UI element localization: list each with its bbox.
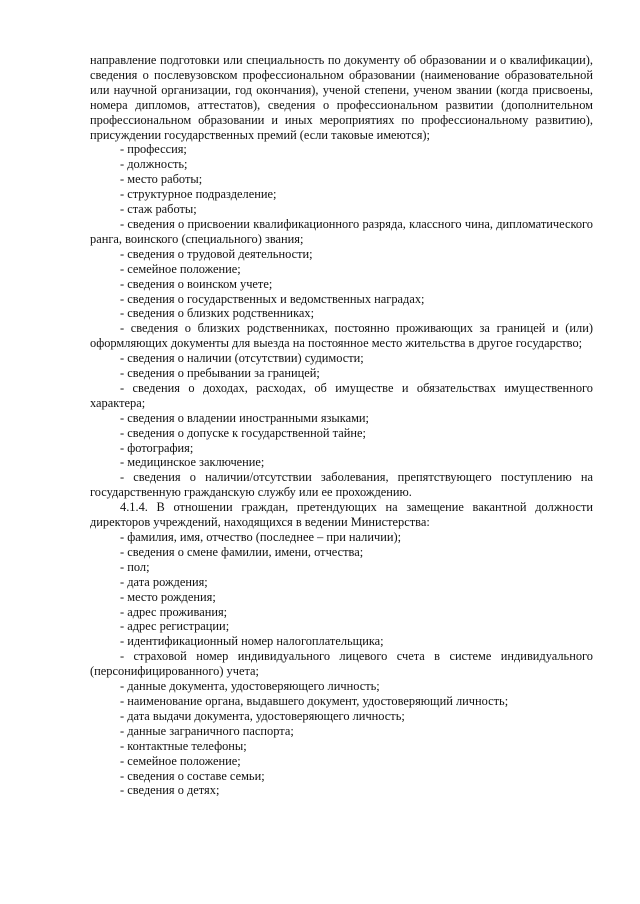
list-item: - идентификационный номер налогоплательщика; [120,634,384,649]
list-item: - сведения о доходах, расходах, об имуществе и обязательствах имущественного характера; [90,380,593,410]
list-item: - сведения о смене фамилии, имени, отчества; [120,544,364,559]
list-item: - семейное положение; [120,753,241,768]
list-item: - сведения о составе семьи; [120,768,265,783]
list-item: - контактные телефоны; [120,738,247,753]
list-item: - данные заграничного паспорта; [120,723,294,738]
list-item: - данные документа, удостоверяющего личность; [120,679,380,694]
list-item: - фамилия, имя, отчество (последнее – при наличии); [120,530,402,544]
paragraph: направление подготовки или специальность по документу об образовании и о квалификации), сведения о послевузовском профессиональном образовании (наименование образовательной или научной организации, год окончания), ученой степени, ученом звании (когда присвоены, номера дипломов, аттестатов), сведения о профессиональном развитии (дополнительном профессиональном образовании и иных мероприятиях по профессиональному развитию), присуждении государственных премий (если таковые имеются); [90,53,593,142]
list-item: - фотография; [120,440,194,455]
list-item: - сведения о допуске к государственной тайне; [120,425,366,440]
list-item: - сведения о близких родственниках; [120,306,315,321]
list-item: - должность; [120,157,188,172]
list-item: - пол; [120,559,150,574]
list-item: - адрес регистрации; [120,619,230,634]
list-item: - место работы; [120,172,203,187]
list-item: - сведения о воинском учете; [120,276,273,291]
list-item: - страховой номер индивидуального лицевого счета в системе индивидуального (персонифицированного) учета; [90,649,593,679]
list-item: - структурное подразделение; [120,187,277,202]
list-item: - сведения о присвоении квалификационного разряда, классного чина, дипломатического ранга, воинского (специального) звания; [90,216,593,246]
list-item: - дата выдачи документа, удостоверяющего личность; [120,708,405,723]
list-item: - семейное положение; [120,261,241,276]
list-item: - адрес проживания; [120,604,228,619]
list-item: - сведения о владении иностранными языками; [120,410,370,425]
list-item: - профессия; [120,142,187,157]
list-item: - сведения о трудовой деятельности; [120,246,313,261]
list-item: - сведения о пребывании за границей; [120,366,320,381]
list-item: - сведения о государственных и ведомственных наградах; [120,291,425,306]
list-item: - сведения о наличии (отсутствии) судимости; [120,351,364,366]
list-item: - стаж работы; [120,202,197,217]
list-item: - дата рождения; [120,574,208,589]
list-item: - сведения о наличии/отсутствии заболевания, препятствующего поступлению на государственную гражданскую службу или ее прохождению. [90,470,593,500]
section-paragraph: 4.1.4. В отношении граждан, претендующих на замещение вакантной должности директоров учреждений, находящихся в ведении Министерства: [90,500,593,530]
list-item: - наименование органа, выдавшего документ, удостоверяющий личность; [120,693,509,708]
list-item: - место рождения; [120,589,216,604]
list-item: - медицинское заключение; [120,455,265,470]
list-item: - сведения о детях; [120,783,220,798]
document-page [90,53,593,798]
list-item: - сведения о близких родственниках, постоянно проживающих за границей и (или) оформляющих документы для выезда на постоянное место жительства в другое государство; [90,321,593,351]
